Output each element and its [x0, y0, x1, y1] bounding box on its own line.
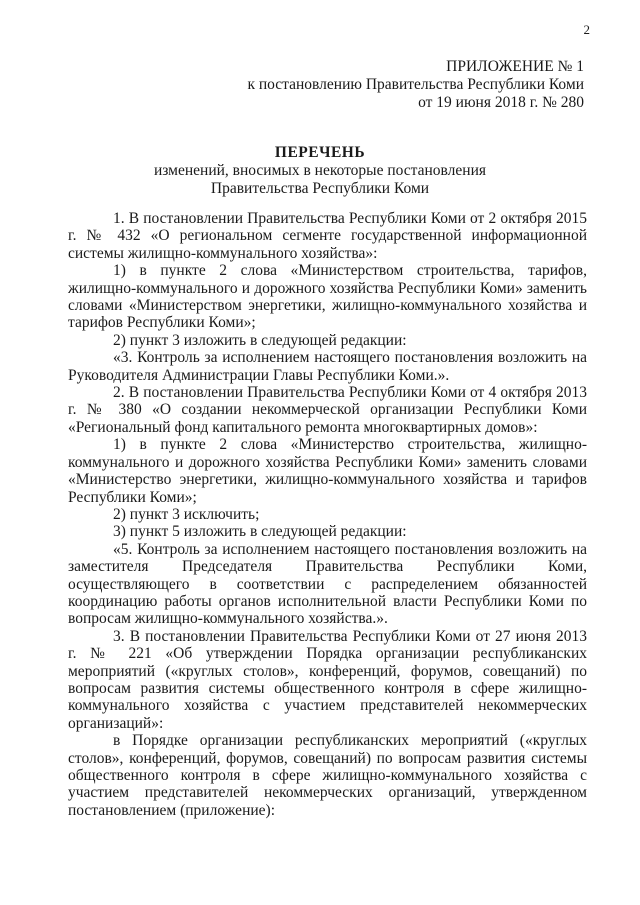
- appendix-header: [247, 58, 584, 112]
- appendix-reference: к постановлению Правительства Республики Коми: [247, 76, 584, 93]
- document-title: [70, 144, 570, 198]
- document-body: [68, 210, 587, 819]
- paragraph: «5. Контроль за исполнением настоящего постановления возложить на заместителя Председателя Правительства Республики Коми, осуществляющего в соответствии с распределением обязанностей координацию работы органов исполнительной власти Республики Коми по вопросам жилищно-коммунального хозяйства.».: [68, 540, 587, 628]
- paragraph: в Порядке организации республиканских мероприятий («круглых столов», конференций, форумов, совещаний) по вопросам развития системы общественного контроля в сфере жилищно-коммунального хозяйства с участием представителей некоммерческих организаций, утвержденном постановлением (приложение):: [68, 732, 587, 819]
- paragraph: 2) пункт 3 изложить в следующей редакции:: [113, 331, 407, 349]
- paragraph: 3) пункт 5 изложить в следующей редакции:: [113, 523, 407, 541]
- paragraph: «3. Контроль за исполнением настоящего постановления возложить на Руководителя Администрации Главы Республики Коми.».: [68, 349, 587, 384]
- title-heading: ПЕРЕЧЕНЬ: [274, 144, 366, 161]
- paragraph: 3. В постановлении Правительства Республики Коми от 27 июня 2013 г. № 221 «Об утверждении Порядка организации республиканских мероприятий («круглых столов», конференций, форумов, совещаний) по вопросам развития системы общественного контроля в сфере жилищно-коммунального хозяйства с участием представителей некоммерческих организаций»:: [68, 627, 587, 732]
- title-subtitle-1: изменений, вносимых в некоторые постановления: [153, 162, 486, 179]
- title-subtitle-2: Правительства Республики Коми: [210, 180, 430, 197]
- paragraph: 2. В постановлении Правительства Республики Коми от 4 октября 2013 г. № 380 «О создании некоммерческой организации Республики Коми «Региональный фонд капитального ремонта многоквартирных домов»:: [68, 384, 587, 436]
- paragraph: 1) в пункте 2 слова «Министерством строительства, тарифов, жилищно-коммунального и дорожного хозяйства Республики Коми» заменить словами «Министерством энергетики, жилищно-коммунального хозяйства и тарифов Республики Коми»;: [68, 262, 587, 332]
- appendix-label: ПРИЛОЖЕНИЕ № 1: [446, 58, 584, 75]
- page-number: 2: [583, 22, 590, 37]
- appendix-date: от 19 июня 2018 г. № 280: [418, 94, 584, 111]
- paragraph: 1) в пункте 2 слова «Министерство строительства, жилищно-коммунального и дорожного хозяйства Республики Коми» заменить словами «Министерство энергетики, жилищно-коммунального хозяйства и тарифов Республики Коми»;: [68, 436, 587, 506]
- paragraph: 1. В постановлении Правительства Республики Коми от 2 октября 2015 г. № 432 «О региональном сегменте государственной информационной системы жилищно-коммунального хозяйства»:: [68, 210, 587, 262]
- paragraph: 2) пункт 3 исключить;: [113, 505, 260, 523]
